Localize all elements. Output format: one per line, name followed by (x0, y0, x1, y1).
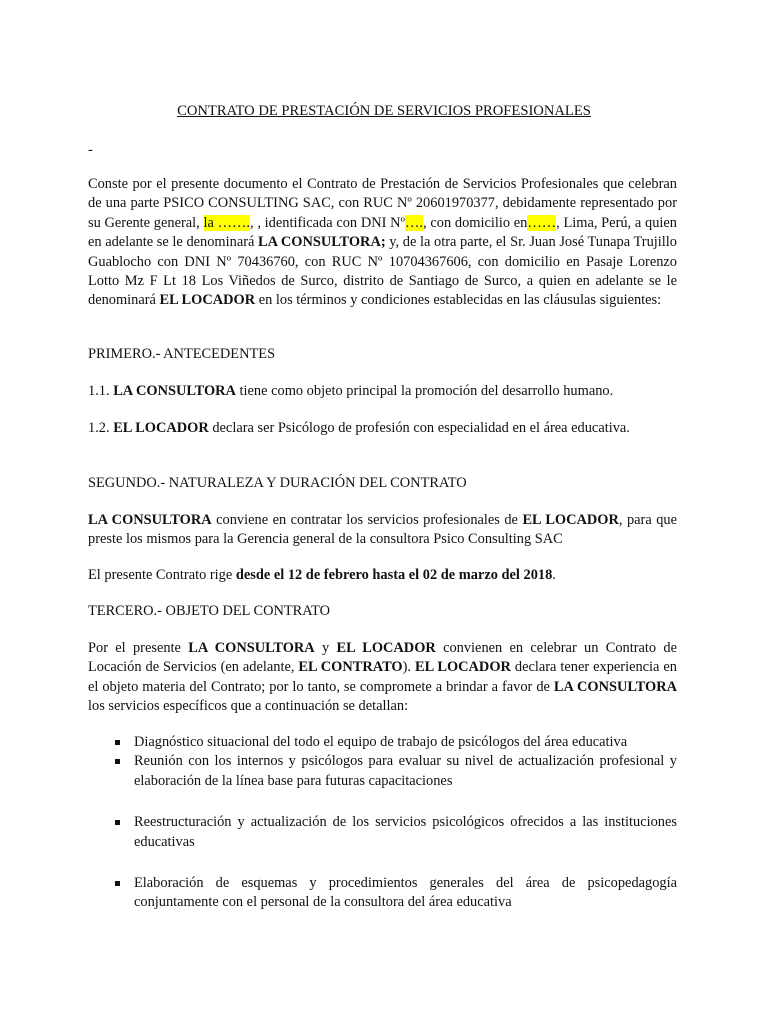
list-item: Reunión con los internos y psicólogos para evaluar su nivel de actualización profesional y elaboración de la línea base para futuras capacitaciones (88, 752, 677, 791)
clause-1-1: 1.1. LA CONSULTORA tiene como objeto principal la promoción del desarrollo humano. (88, 383, 614, 399)
segundo-paragraph: LA CONSULTORA conviene en contratar los servicios profesionales de EL LOCADOR, para que preste los mismos para la Gerencia general de la consultora Psico Consulting SAC (88, 512, 677, 548)
tercero-paragraph: Por el presente LA CONSULTORA y EL LOCADOR convienen en celebrar un Contrato de Locación de Servicios (en adelante, EL CONTRATO). EL LOCADOR declara tener experiencia en el objeto materia del Contrato; por lo tanto, se compromete a brindar a favor de LA CONSULTORA los servicios específicos que a continuación se detallan: (88, 640, 678, 715)
highlight-placeholder-name: la ……. (203, 214, 251, 231)
clause-1-2: 1.2. EL LOCADOR declara ser Psicólogo de profesión con especialidad en el área educativa. (88, 420, 630, 436)
page-title: CONTRATO DE PRESTACIÓN DE SERVICIOS PROFESIONALES (177, 103, 591, 119)
duration-paragraph: El presente Contrato rige desde el 12 de febrero hasta el 02 de marzo del 2018. (88, 567, 556, 583)
section-heading-tercero: TERCERO.- OBJETO DEL CONTRATO (88, 603, 330, 619)
intro-paragraph: Conste por el presente documento el Contrato de Prestación de Servicios Profesionales que celebran de una parte PSICO CONSULTING SAC, con RUC Nº 20601970377, debidamente representado por su Gerente general, la ……., , identificada con DNI Nº…., con domicilio en……, Lima, Perú, a quien en adelante se le denominará LA CONSULTORA; y, de la otra parte, el Sr. Juan José Tunapa Trujillo Guablocho con DNI Nº 70436760, con RUC Nº 10704367606, con domicilio en Pasaje Lorenzo Lotto Mz F Lt 18 Los Viñedos de Surco, distrito de Santiago de Surco, a quien en adelante se le denominará EL LOCADOR en los términos y condiciones establecidas en las cláusulas siguientes: (88, 176, 677, 309)
list-item: Elaboración de esquemas y procedimientos generales del área de psicopedagogía conjuntamente con el personal de la consultora del área educativa (88, 874, 677, 913)
list-item: Reestructuración y actualización de los servicios psicológicos ofrecidos a las instituciones educativas (88, 813, 677, 852)
highlight-placeholder-address: …… (527, 214, 557, 231)
highlight-placeholder-dni: …. (405, 214, 424, 231)
section-heading-primero: PRIMERO.- ANTECEDENTES (88, 346, 276, 362)
list-item: Diagnóstico situacional del todo el equipo de trabajo de psicólogos del área educativa (88, 733, 677, 752)
dash-mark: - (88, 142, 93, 158)
section-heading-segundo: SEGUNDO.- NATURALEZA Y DURACIÓN DEL CONTRATO (88, 475, 467, 491)
services-list (88, 733, 677, 913)
